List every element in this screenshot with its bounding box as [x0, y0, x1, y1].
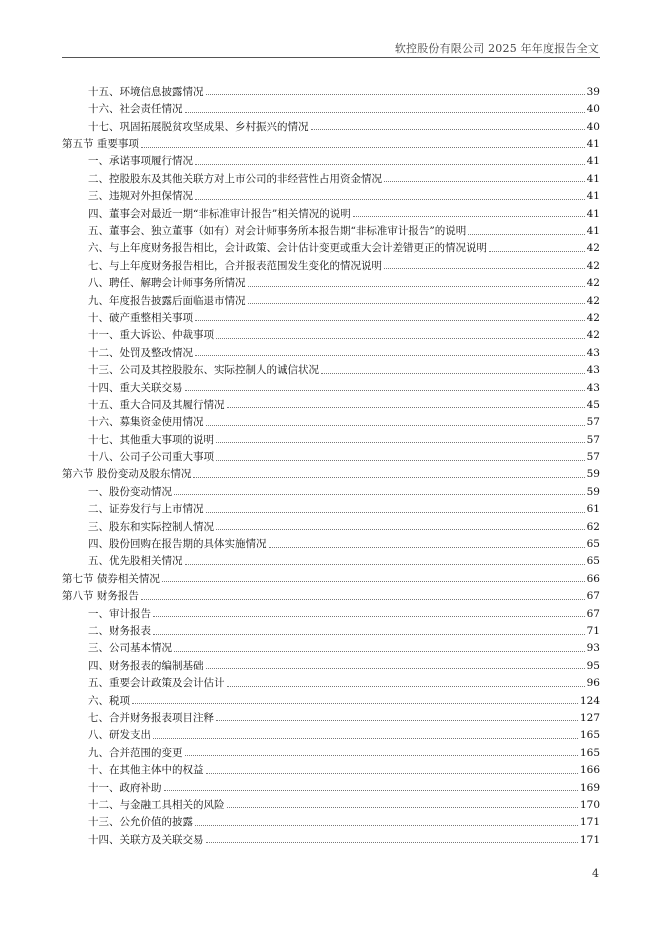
dot-leader	[195, 319, 585, 321]
dot-leader	[206, 772, 578, 774]
toc-entry-label: 五、重要会计政策及会计估计	[88, 677, 225, 690]
dot-leader	[185, 754, 578, 756]
toc-entry-page: 166	[579, 764, 600, 777]
toc-entry[interactable]	[62, 532, 600, 549]
toc-entry-label: 十、破产重整相关事项	[88, 311, 193, 324]
toc-entry-label: 四、股份回购在报告期的具体实施情况	[88, 538, 267, 551]
dot-leader	[162, 580, 585, 582]
dot-leader	[141, 598, 585, 600]
toc-entry-label: 十七、其他重大事项的说明	[88, 433, 214, 446]
toc-entry-page: 42	[586, 329, 600, 342]
toc-entry-page: 59	[586, 485, 600, 498]
dot-leader	[185, 563, 585, 565]
toc-entry-label: 三、公司基本情况	[88, 642, 172, 655]
toc-entry-label: 一、审计报告	[88, 607, 151, 620]
dot-leader	[227, 806, 578, 808]
toc-entry[interactable]	[62, 706, 600, 723]
dot-leader	[216, 459, 585, 461]
toc-entry[interactable]	[62, 306, 600, 323]
toc-entry-page: 41	[586, 207, 600, 220]
running-header: 软控股份有限公司 2025 年年度报告全文	[394, 42, 599, 55]
toc-entry-page: 170	[579, 798, 600, 811]
toc-entry[interactable]	[62, 202, 600, 219]
dot-leader	[248, 302, 585, 304]
toc-entry-page: 43	[586, 364, 600, 377]
toc-section-entry[interactable]	[62, 567, 600, 584]
toc-entry-page: 41	[586, 190, 600, 203]
toc-entry-page: 165	[579, 729, 600, 742]
toc-entry[interactable]	[62, 445, 600, 462]
toc-entry-label: 五、优先股相关情况	[88, 555, 183, 568]
toc-entry-label: 三、违规对外担保情况	[88, 190, 193, 203]
toc-entry-page: 127	[579, 711, 600, 724]
toc-entry-page: 57	[586, 433, 600, 446]
dot-leader	[174, 493, 585, 495]
toc-entry[interactable]	[62, 376, 600, 393]
toc-entry[interactable]	[62, 237, 600, 254]
toc-entry-label: 六、与上年度财务报告相比，会计政策、会计估计变更或重大会计差错更正的情况说明	[88, 242, 487, 255]
toc-entry-label: 十七、巩固拓展脱贫攻坚成果、乡村振兴的情况	[88, 120, 309, 133]
toc-entry-page: 169	[579, 781, 600, 794]
toc-entry[interactable]	[62, 776, 600, 793]
toc-entry-page: 39	[586, 85, 600, 98]
dot-leader	[227, 406, 585, 408]
dot-leader	[206, 667, 585, 669]
dot-leader	[193, 476, 584, 478]
toc-entry[interactable]	[62, 741, 600, 758]
toc-entry-page: 43	[586, 381, 600, 394]
dot-leader	[468, 233, 584, 235]
toc-entry[interactable]	[62, 289, 600, 306]
toc-entry-label: 十二、处罚及整改情况	[88, 346, 193, 359]
toc-entry-label: 十三、公允价值的披露	[88, 816, 193, 829]
toc-entry-label: 八、聘任、解聘会计师事务所情况	[88, 277, 246, 290]
dot-leader	[248, 285, 585, 287]
toc-entry-label: 第七节 债券相关情况	[62, 572, 160, 585]
toc-entry[interactable]	[62, 184, 600, 201]
toc-entry-label: 十六、募集资金使用情况	[88, 416, 204, 429]
toc-section-entry[interactable]	[62, 584, 600, 601]
toc-entry-page: 42	[586, 311, 600, 324]
toc-entry[interactable]	[62, 758, 600, 775]
toc-entry-page: 43	[586, 346, 600, 359]
toc-entry-label: 十四、关联方及关联交易	[88, 833, 204, 846]
toc-entry-label: 十五、环境信息披露情况	[88, 85, 204, 98]
toc-entry[interactable]	[62, 341, 600, 358]
toc-entry-page: 95	[586, 659, 600, 672]
toc-entry[interactable]	[62, 689, 600, 706]
toc-entry[interactable]	[62, 602, 600, 619]
toc-entry-page: 57	[586, 451, 600, 464]
toc-entry-label: 七、合并财务报表项目注释	[88, 711, 214, 724]
dot-leader	[153, 737, 578, 739]
toc-entry-page: 165	[579, 746, 600, 759]
toc-entry-page: 65	[586, 555, 600, 568]
toc-entry[interactable]	[62, 80, 600, 97]
toc-entry-label: 二、控股股东及其他关联方对上市公司的非经营性占用资金情况	[88, 172, 382, 185]
toc-entry-label: 十、在其他主体中的权益	[88, 764, 204, 777]
toc-entry-label: 十四、重大关联交易	[88, 381, 183, 394]
toc-entry[interactable]	[62, 254, 600, 271]
dot-leader	[216, 441, 585, 443]
toc-entry[interactable]	[62, 550, 600, 567]
dot-leader	[195, 198, 585, 200]
toc-entry[interactable]	[62, 428, 600, 445]
dot-leader	[132, 702, 578, 704]
toc-entry-label: 六、税项	[88, 694, 130, 707]
toc-entry-page: 40	[586, 120, 600, 133]
dot-leader	[227, 685, 585, 687]
toc-entry-label: 第八节 财务报告	[62, 590, 139, 603]
toc-entry-label: 十三、公司及其控股股东、实际控制人的诚信状况	[88, 364, 319, 377]
toc-entry-label: 十一、政府补助	[88, 781, 162, 794]
toc-entry-label: 一、承诺事项履行情况	[88, 155, 193, 168]
toc-entry-page: 171	[579, 816, 600, 829]
toc-entry-label: 四、董事会对最近一期“非标准审计报告”相关情况的说明	[88, 207, 351, 220]
dot-leader	[353, 215, 585, 217]
dot-leader	[141, 146, 585, 148]
dot-leader	[384, 267, 585, 269]
toc-entry[interactable]	[62, 323, 600, 340]
toc-entry-page: 67	[586, 590, 600, 603]
toc-entry-page: 65	[586, 538, 600, 551]
table-of-contents	[62, 80, 600, 845]
toc-entry-label: 九、合并范围的变更	[88, 746, 183, 759]
dot-leader	[321, 372, 585, 374]
toc-entry-page: 42	[586, 277, 600, 290]
dot-leader	[216, 337, 585, 339]
page-number: 4	[592, 867, 599, 880]
toc-entry[interactable]	[62, 810, 600, 827]
toc-entry[interactable]	[62, 619, 600, 636]
toc-entry-label: 十八、公司子公司重大事项	[88, 451, 214, 464]
toc-entry[interactable]	[62, 271, 600, 288]
toc-entry-page: 42	[586, 242, 600, 255]
dot-leader	[384, 180, 585, 182]
dot-leader	[153, 633, 585, 635]
dot-leader	[206, 841, 578, 843]
toc-entry-label: 十二、与金融工具相关的风险	[88, 798, 225, 811]
toc-entry-page: 42	[586, 294, 600, 307]
toc-entry[interactable]	[62, 828, 600, 845]
dot-leader	[195, 354, 585, 356]
toc-entry-label: 三、股东和实际控制人情况	[88, 520, 214, 533]
toc-entry-page: 41	[586, 225, 600, 238]
dot-leader	[206, 424, 585, 426]
toc-entry-page: 61	[586, 503, 600, 516]
toc-entry-label: 八、研发支出	[88, 729, 151, 742]
toc-entry-label: 第五节 重要事项	[62, 138, 139, 151]
toc-entry[interactable]	[62, 393, 600, 410]
toc-entry-label: 五、董事会、独立董事（如有）对会计师事务所本报告期“非标准审计报告”的说明	[88, 225, 467, 238]
dot-leader	[195, 163, 585, 165]
toc-entry-page: 171	[579, 833, 600, 846]
dot-leader	[311, 128, 585, 130]
toc-entry-label: 二、财务报表	[88, 625, 151, 637]
dot-leader	[216, 719, 578, 721]
toc-entry-label: 四、财务报表的编制基础	[88, 659, 204, 672]
dot-leader	[185, 111, 585, 113]
toc-entry-page: 41	[586, 138, 600, 151]
toc-entry-page: 41	[586, 172, 600, 185]
toc-entry[interactable]	[62, 97, 600, 114]
toc-entry[interactable]	[62, 654, 600, 671]
toc-entry[interactable]	[62, 115, 600, 132]
dot-leader	[174, 650, 585, 652]
dot-leader	[185, 389, 585, 391]
toc-entry[interactable]	[62, 723, 600, 740]
toc-entry-label: 十五、重大合同及其履行情况	[88, 398, 225, 411]
toc-entry[interactable]	[62, 497, 600, 514]
toc-entry-label: 十六、社会责任情况	[88, 103, 183, 116]
toc-section-entry[interactable]	[62, 463, 600, 480]
toc-entry-page: 42	[586, 259, 600, 272]
toc-entry-label: 十一、重大诉讼、仲裁事项	[88, 329, 214, 342]
toc-entry[interactable]	[62, 515, 600, 532]
toc-entry[interactable]	[62, 410, 600, 427]
toc-entry-page: 124	[579, 694, 600, 707]
dot-leader	[489, 250, 585, 252]
dot-leader	[206, 93, 585, 95]
toc-entry-page: 57	[586, 416, 600, 429]
toc-entry-page: 59	[586, 468, 600, 481]
toc-entry-label: 九、年度报告披露后面临退市情况	[88, 294, 246, 307]
toc-entry-label: 一、股份变动情况	[88, 485, 172, 498]
toc-entry[interactable]	[62, 167, 600, 184]
toc-entry[interactable]	[62, 637, 600, 654]
dot-leader	[206, 511, 585, 513]
toc-entry-page: 66	[586, 572, 600, 585]
toc-entry-page: 67	[586, 607, 600, 620]
toc-entry[interactable]	[62, 219, 600, 236]
dot-leader	[216, 528, 585, 530]
toc-entry-label: 第六节 股份变动及股东情况	[62, 468, 192, 481]
toc-entry-label: 七、与上年度财务报告相比，合并报表范围发生变化的情况说明	[88, 259, 382, 272]
toc-entry-page: 93	[586, 642, 600, 655]
header-divider	[62, 57, 600, 58]
toc-entry-page: 62	[586, 520, 600, 533]
toc-entry-page: 96	[586, 677, 600, 690]
toc-entry-page: 41	[586, 155, 600, 168]
toc-entry-page: 45	[586, 398, 600, 411]
toc-entry[interactable]	[62, 358, 600, 375]
dot-leader	[164, 789, 578, 791]
toc-entry-label: 二、证券发行与上市情况	[88, 503, 204, 516]
dot-leader	[195, 824, 578, 826]
dot-leader	[269, 546, 585, 548]
toc-entry-page: 40	[586, 103, 600, 116]
toc-entry[interactable]	[62, 793, 600, 810]
toc-entry[interactable]	[62, 671, 600, 688]
dot-leader	[153, 615, 585, 617]
toc-entry-page: 71	[586, 625, 600, 637]
toc-entry[interactable]	[62, 150, 600, 167]
toc-entry[interactable]	[62, 480, 600, 497]
toc-section-entry[interactable]	[62, 132, 600, 149]
